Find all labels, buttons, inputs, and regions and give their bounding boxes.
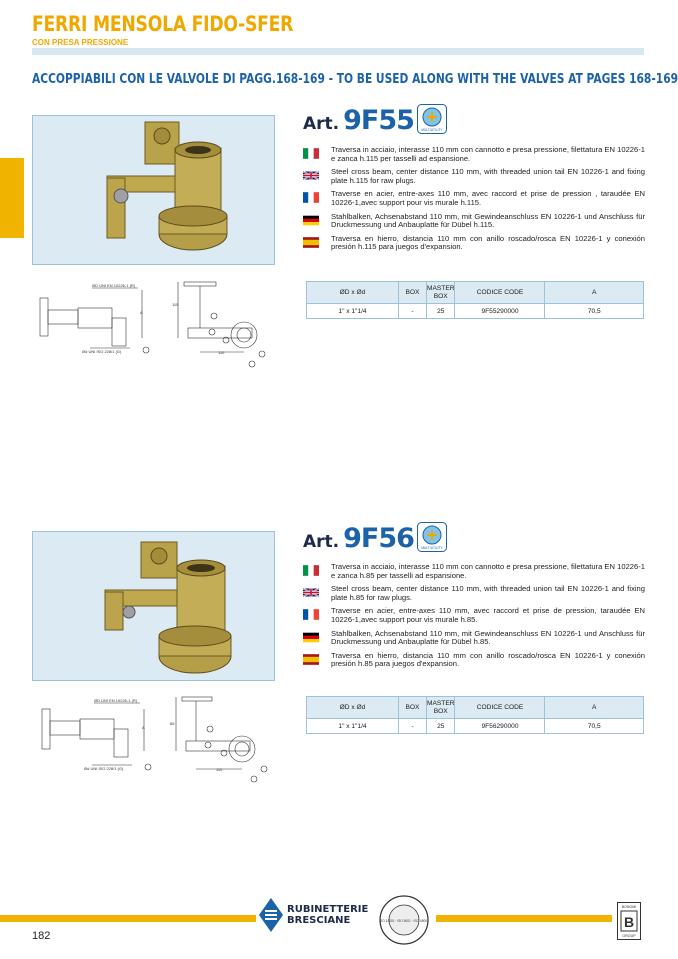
flag-germany-icon bbox=[303, 215, 319, 226]
cert-text: MULTIUTILITY bbox=[421, 128, 443, 132]
description-de bbox=[303, 630, 645, 647]
col-header-code: CODICE CODE bbox=[455, 282, 545, 304]
table-row bbox=[307, 304, 644, 319]
bracket-fitting-image bbox=[33, 532, 276, 682]
drawing-label-a: A bbox=[142, 725, 145, 730]
footer-bar-left bbox=[0, 915, 256, 922]
rubinetterie-bresciane-logo bbox=[258, 897, 368, 933]
description-text: Stahlbalken, Achsenabstand 110 mm, mit Gewindeanschluss EN 10226-1 und Anschluss für Druckmessung und Anbauplatte für Dübel h.115. bbox=[331, 211, 645, 230]
product-photo-9f55 bbox=[32, 115, 275, 265]
iso-certification-seal-icon bbox=[378, 894, 430, 946]
col-header-box: BOX bbox=[399, 697, 427, 719]
page-number: 182 bbox=[32, 930, 51, 942]
group-letter: B bbox=[623, 914, 635, 930]
article-label: Art. bbox=[303, 532, 340, 552]
brand-line2: BRESCIANE bbox=[287, 915, 351, 926]
col-header-size: ØD x Ød bbox=[307, 697, 399, 719]
col-header-size: ØD x Ød bbox=[307, 282, 399, 304]
description-es bbox=[303, 652, 645, 669]
table-row bbox=[307, 719, 644, 734]
description-text: Traversa en hierro, distancia 110 mm con anillo roscado/rosca EN 10226-1 y conexión presión h.85 para juegos d'expansion. bbox=[331, 650, 645, 669]
cell-master-box: 25 bbox=[427, 304, 455, 319]
drawing-label-center-distance: 110 bbox=[216, 767, 223, 772]
drawing-label-thread-d-small: Ød UNI ISO 228/1 (G) bbox=[84, 766, 124, 771]
description-list-9f56 bbox=[303, 563, 645, 674]
product-photo-9f56 bbox=[32, 531, 275, 681]
col-header-master-box: MASTER BOX bbox=[427, 282, 455, 304]
drawing-label-thread-d: ØD UNI EN 10226-1 (R) bbox=[94, 698, 138, 703]
section-title: ACCOPPIABILI CON LE VALVOLE DI PAGG.168-169 - TO BE USED ALONG WITH THE VALVES AT PAGES 168-169 bbox=[32, 71, 678, 87]
flag-france-icon bbox=[303, 192, 319, 203]
drawing-label-thread-d: ØD UNI EN 10226-1 (R) bbox=[92, 283, 136, 288]
flag-uk-icon bbox=[303, 587, 319, 598]
col-header-master-box: MASTER BOX bbox=[427, 697, 455, 719]
description-text: Steel cross beam, center distance 110 mm, with threaded union tail EN 10226-1 and fixing plate h.85 for raw plugs. bbox=[331, 584, 645, 602]
drawing-label-thread-d-small: Ød UNI ISO 228/1 (G) bbox=[82, 349, 122, 354]
spec-table-9f56 bbox=[306, 696, 644, 734]
article-header-9f56 bbox=[303, 522, 447, 554]
article-label: Art. bbox=[303, 114, 340, 134]
description-es bbox=[303, 235, 645, 252]
description-text: Steel cross beam, center distance 110 mm, with threaded union tail EN 10226-1 and fixing plate h.115 for raw plugs. bbox=[331, 167, 645, 185]
cell-code: 9F55290000 bbox=[455, 304, 545, 319]
cell-box: - bbox=[399, 304, 427, 319]
description-text: Traverse en acier, entre-axes 110 mm, avec raccord et prise de pression, taraudée EN 10226-1,avec support pour vis murale h.85. bbox=[331, 606, 645, 624]
description-text: Traverse en acier, entre-axes 110 mm, avec raccord et prise de pression , taraudée EN 10226-1,avec support pour vis murale h.115. bbox=[331, 189, 645, 207]
description-de bbox=[303, 213, 645, 230]
technical-drawing-9f55 bbox=[32, 280, 275, 375]
multiutility-cert-icon bbox=[417, 104, 447, 134]
flag-uk-icon bbox=[303, 170, 319, 181]
description-en bbox=[303, 585, 645, 602]
flag-italy-icon bbox=[303, 565, 319, 576]
drawing-label-height: 115 bbox=[172, 302, 179, 307]
flag-spain-icon bbox=[303, 654, 319, 665]
col-header-code: CODICE CODE bbox=[455, 697, 545, 719]
description-list-9f55 bbox=[303, 146, 645, 257]
cell-master-box: 25 bbox=[427, 719, 455, 734]
flag-italy-icon bbox=[303, 148, 319, 159]
drawing-label-a: A bbox=[140, 310, 143, 315]
page-subtitle: CON PRESA PRESSIONE bbox=[32, 38, 129, 47]
description-it bbox=[303, 146, 645, 163]
page-title: FERRI MENSOLA FIDO-SFER bbox=[32, 12, 294, 36]
side-tab-marker bbox=[0, 158, 24, 238]
description-text: Traversa in acciaio, interasse 110 mm con cannotto e presa pressione, filettatura EN 10226-1 e zanca h.85 per tasselli ad espansione. bbox=[331, 562, 645, 580]
cert-text: MULTIUTILITY bbox=[421, 546, 443, 550]
col-header-a: A bbox=[545, 697, 644, 719]
cell-a: 70,5 bbox=[545, 719, 644, 734]
col-header-box: BOX bbox=[399, 282, 427, 304]
footer-bar-right bbox=[436, 915, 612, 922]
spec-table-9f55 bbox=[306, 281, 644, 319]
technical-drawing-9f56 bbox=[32, 695, 275, 790]
description-fr bbox=[303, 607, 645, 624]
multiutility-cert-icon bbox=[417, 522, 447, 552]
iso-text: ISO 14001 · ISO 9001 · ISO 45001 bbox=[379, 919, 429, 923]
cell-size: 1" x 1"1/4 bbox=[307, 719, 399, 734]
cell-size: 1" x 1"1/4 bbox=[307, 304, 399, 319]
flag-germany-icon bbox=[303, 632, 319, 643]
article-header-9f55 bbox=[303, 104, 447, 136]
description-it bbox=[303, 563, 645, 580]
description-fr bbox=[303, 190, 645, 207]
group-top-text: BONOMI bbox=[621, 905, 637, 909]
bonomi-group-logo bbox=[617, 902, 641, 940]
drawing-label-center-distance: 110 bbox=[218, 350, 225, 355]
description-text: Traversa en hierro, distancia 110 mm con anillo roscado/rosca EN 10226-1 y conexión presión h.115 para juegos d'expansion. bbox=[331, 233, 645, 252]
col-header-a: A bbox=[545, 282, 644, 304]
description-text: Traversa in acciaio, interasse 110 mm con cannotto e presa pressione, filettatura EN 10226-1 e zanca h.115 per tasselli ad espansione. bbox=[331, 145, 645, 163]
group-bottom-text: GROUP bbox=[622, 934, 636, 938]
cell-a: 70,5 bbox=[545, 304, 644, 319]
description-text: Stahlbalken, Achsenabstand 110 mm, mit Gewindeanschluss EN 10226-1 und Anschluss für Druckmessung und Anbauplatte für Dübel h.85. bbox=[331, 628, 645, 647]
bracket-fitting-image bbox=[33, 116, 276, 266]
flag-spain-icon bbox=[303, 237, 319, 248]
description-en bbox=[303, 168, 645, 185]
article-code: 9F55 bbox=[343, 105, 414, 136]
cell-box: - bbox=[399, 719, 427, 734]
brand-line1: RUBINETTERIE bbox=[287, 904, 369, 915]
brand-logo-icon bbox=[258, 897, 284, 933]
drawing-label-height: 85 bbox=[170, 721, 175, 726]
cell-code: 9F56290000 bbox=[455, 719, 545, 734]
flag-france-icon bbox=[303, 609, 319, 620]
header-divider bbox=[32, 48, 644, 55]
article-code: 9F56 bbox=[343, 523, 414, 554]
